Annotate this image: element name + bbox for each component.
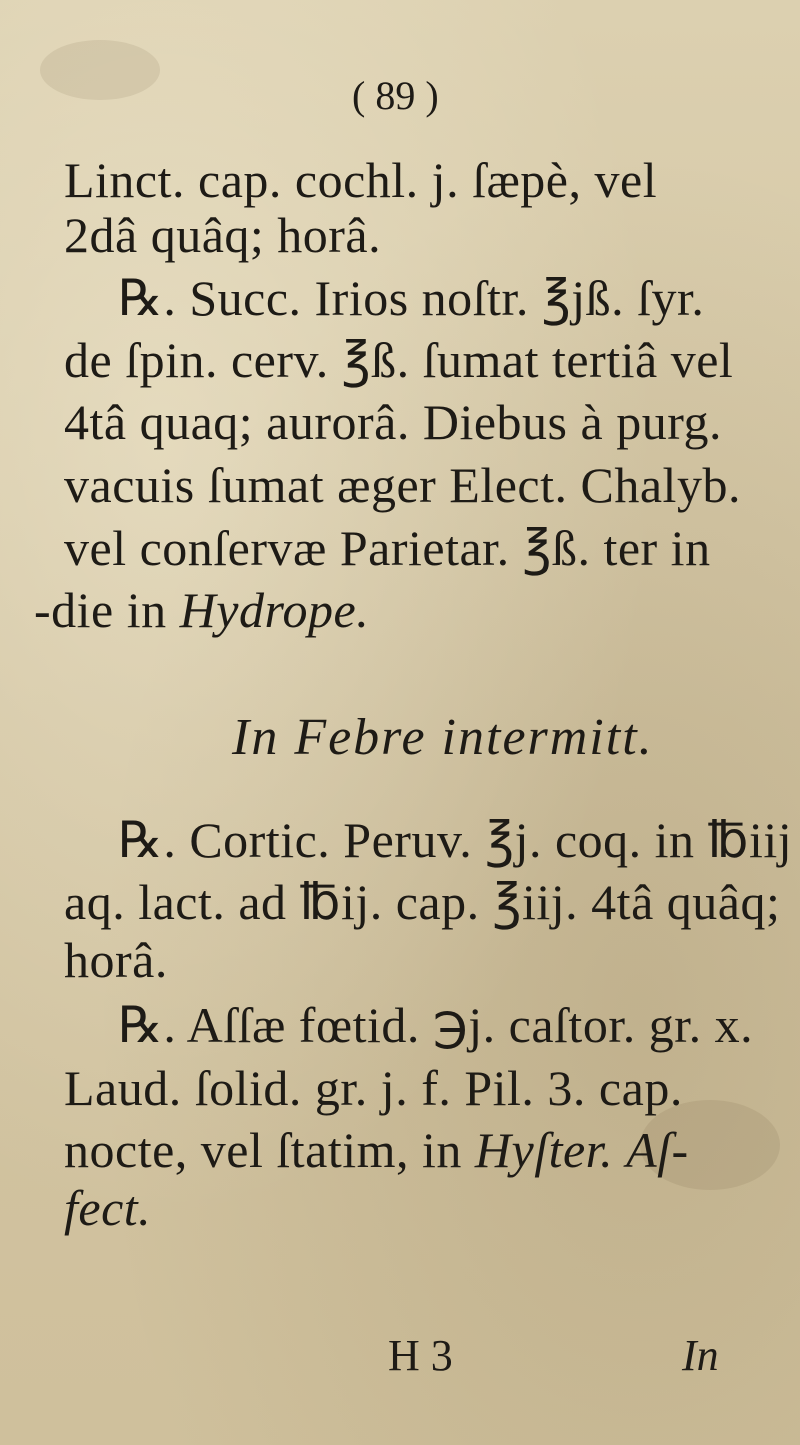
text-line-4: de ſpin. cerv. ℥ß. ſumat tertiâ vel [64,332,734,388]
text-line-14-roman: nocte, vel ſtatim, in [64,1122,462,1178]
text-line-13: Laud. ſolid. gr. j. f. Pil. 3. cap. [64,1060,683,1116]
text-line-8-roman: -die in [34,582,167,638]
text-line-7: vel conſervæ Parietar. ℥ß. ter in [64,520,711,576]
signature-mark: H 3 [388,1331,453,1380]
page-number: ( 89 ) [352,73,439,118]
text-line-6: vacuis ſumat æger Elect. Chalyb. [64,457,741,513]
text-line-14-hyphen: Aſ- [626,1122,689,1178]
section-heading: In Febre intermitt. [232,709,654,766]
text-line-8-italic: Hydrope. [179,582,370,638]
text-line-9: ℞. Cortic. Peruv. ℥j. coq. in ℔iij [118,812,793,868]
text-line-8 [34,580,369,640]
text-line-3: ℞. Succ. Irios noſtr. ℥jß. ſyr. [118,270,705,326]
text-line-12: ℞. Aſſæ fœtid. ℈j. caſtor. gr. x. [118,997,754,1053]
text-line-5: 4tâ quaq; aurorâ. Diebus à purg. [64,394,722,450]
paper-stain [40,40,160,100]
text-line-10: aq. lact. ad ℔ij. cap. ℥iij. 4tâ quâq; [64,874,781,930]
text-line-14-italic: Hyſter. [474,1122,614,1178]
catchword: In [682,1331,719,1380]
text-line-2: 2dâ quâq; horâ. [64,207,382,263]
text-line-15: fect. [64,1180,152,1236]
text-line-14 [64,1120,689,1180]
text-line-11: horâ. [64,932,168,988]
text-line-1: Linct. cap. cochl. j. ſæpè, vel [64,152,658,208]
